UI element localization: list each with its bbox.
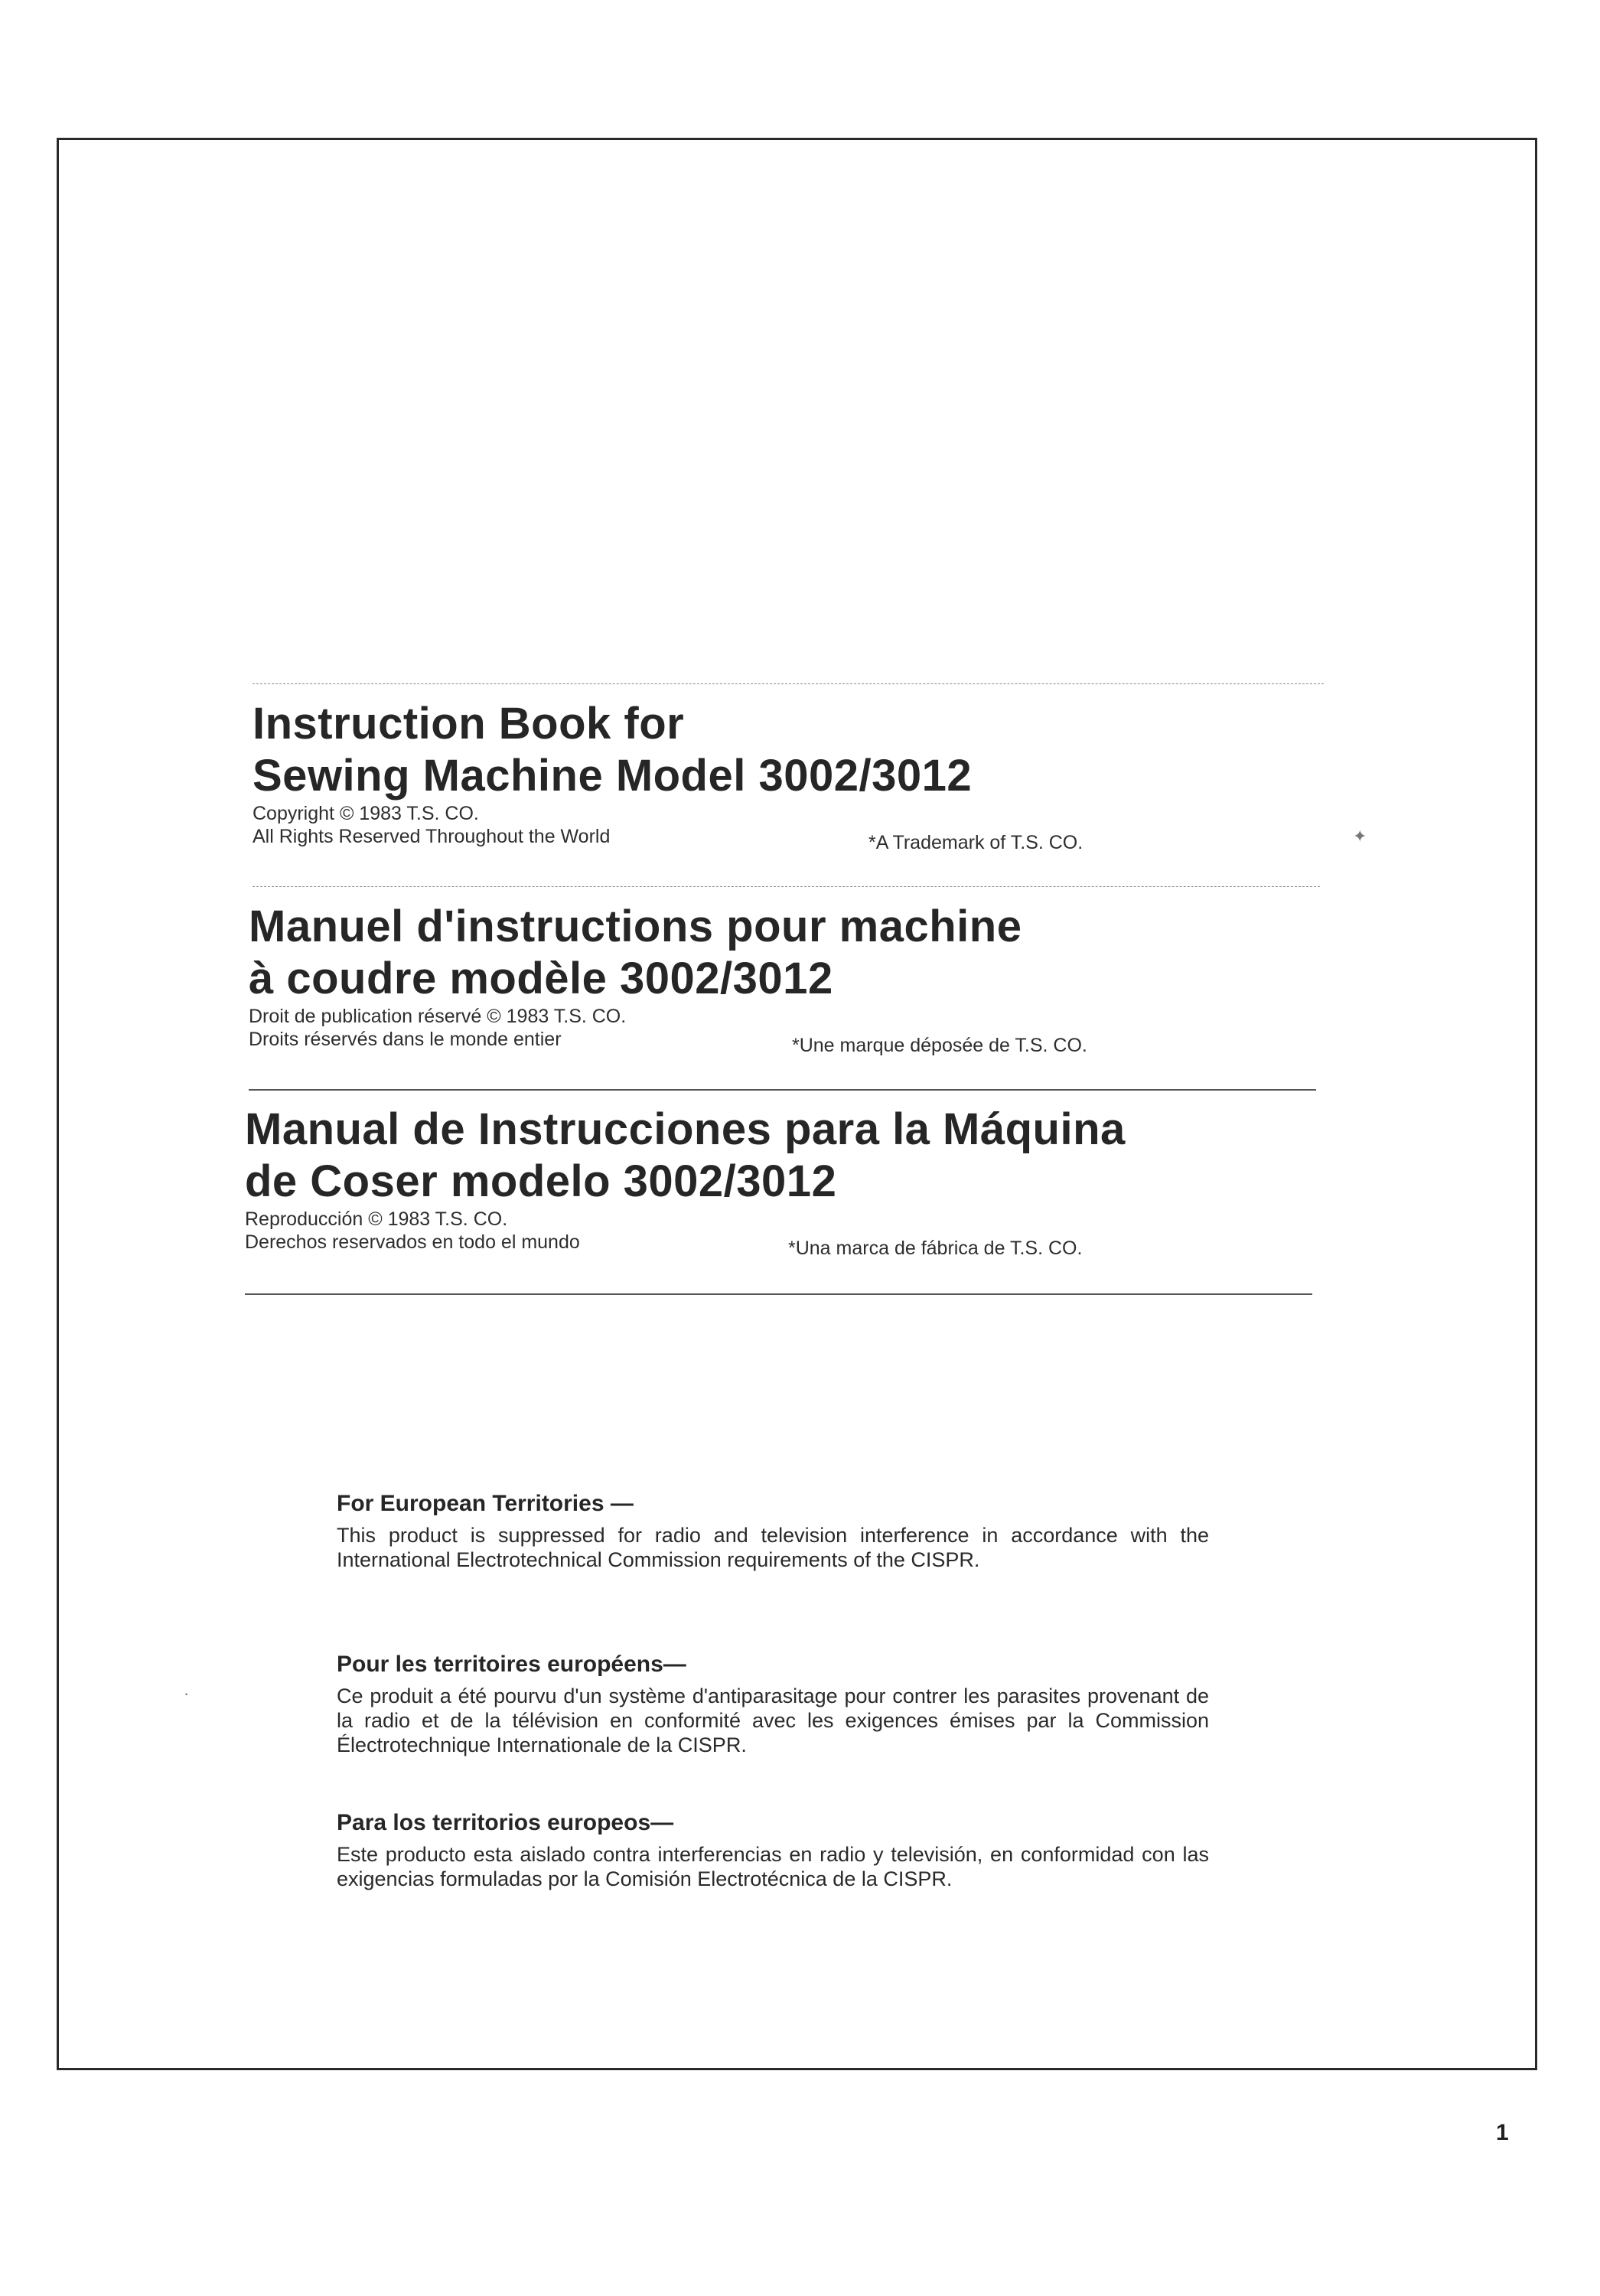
notice-heading: Para los territorios europeos— — [337, 1810, 674, 1835]
scan-speck: · — [184, 1684, 190, 1703]
divider-rule-2 — [249, 1089, 1316, 1091]
title-block-spanish — [245, 1104, 1331, 1259]
notice-french — [337, 1652, 1209, 1757]
top-rule — [253, 683, 1324, 684]
trademark-note: *Une marque déposée de T.S. CO. — [792, 1035, 1087, 1056]
divider-rule-1 — [253, 886, 1320, 887]
title-line-1: Instruction Book for — [253, 699, 685, 748]
trademark-note: *Una marca de fábrica de T.S. CO. — [788, 1238, 1083, 1259]
notice-spanish — [337, 1810, 1209, 1891]
notice-english — [337, 1491, 1209, 1572]
rights-text — [253, 825, 1324, 853]
title-line-1: Manuel d'instructions pour machine — [249, 902, 1022, 951]
notice-body: Ce produit a été pourvu d'un système d'antiparasitage pour contrer les parasites provenant de la radio et de la télévision en conformité avec les exigences émises par la Commission Électrotechnique Internationale de la CISPR. — [337, 1684, 1209, 1756]
title-line-2: Sewing Machine Model 3002/3012 — [253, 751, 973, 801]
rights-label: Droits réservés dans le monde entier — [249, 1029, 562, 1050]
page-number: 1 — [1496, 2120, 1509, 2145]
bottom-rule — [245, 1293, 1312, 1295]
title-line-2: à coudre modèle 3002/3012 — [249, 954, 833, 1003]
trademark-note: *A Trademark of T.S. CO. — [868, 832, 1084, 853]
copyright-text: Droit de publication réservé © 1983 T.S. CO. — [249, 1006, 627, 1027]
rights-label: Derechos reservados en todo el mundo — [245, 1231, 580, 1253]
rights-text — [249, 1028, 1320, 1056]
rights-label: All Rights Reserved Throughout the World — [253, 826, 611, 847]
notice-body: Este producto esta aislado contra interferencias en radio y televisión, en conformidad con las exigencias formuladas por la Comisión Electrotécnica de la CISPR. — [337, 1843, 1209, 1890]
copyright-text: Copyright © 1983 T.S. CO. — [253, 803, 479, 824]
notice-body: This product is suppressed for radio and television interference in accordance with the International Electrotechnical Commission requirements of the CISPR. — [337, 1524, 1209, 1571]
title-block-english — [253, 698, 1324, 853]
scan-speck: ✦ — [1353, 827, 1367, 846]
title-line-1: Manual de Instrucciones para la Máquina — [245, 1104, 1126, 1154]
copyright-text: Reproducción © 1983 T.S. CO. — [245, 1208, 508, 1230]
title-line-2: de Coser modelo 3002/3012 — [245, 1156, 837, 1206]
notice-heading: For European Territories — — [337, 1491, 634, 1516]
notice-heading: Pour les territoires européens— — [337, 1652, 686, 1677]
title-block-french — [249, 901, 1320, 1056]
rights-text — [245, 1231, 1331, 1259]
